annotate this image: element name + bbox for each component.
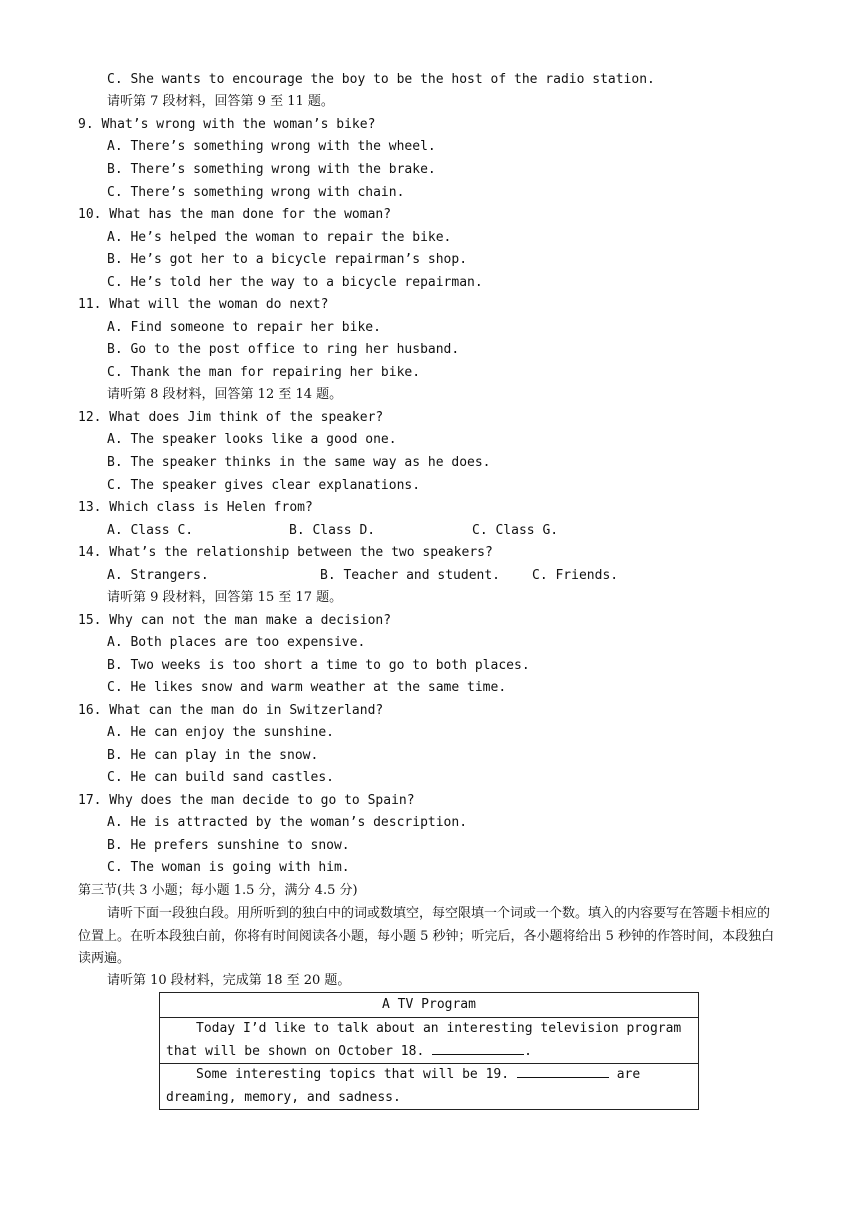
q11-option-a: A. Find someone to repair her bike. xyxy=(107,320,381,335)
passage-8-instruction: 请听第 8 段材料，回答第 12 至 14 题。 xyxy=(107,387,343,402)
section-3-heading: 第三节(共 3 小题；每小题 1.5 分，满分 4.5 分) xyxy=(78,883,358,898)
question-13: 13. Which class is Helen from? xyxy=(78,500,313,515)
q8-option-c: C. She wants to encourage the boy to be the host of the radio station. xyxy=(107,72,655,87)
question-16: 16. What can the man do in Switzerland? xyxy=(78,703,384,718)
q16-option-c: C. He can build sand castles. xyxy=(107,770,334,785)
row-19-end: are dreaming, memory, and sadness. xyxy=(166,1067,641,1105)
q14-option-a: A. Strangers. xyxy=(107,568,209,583)
table-row-19 xyxy=(160,1064,699,1110)
row-18-text: Today I’d like to talk about an interesting television program that will be shown on October 18. xyxy=(166,1021,682,1059)
q11-option-b: B. Go to the post office to ring her husband. xyxy=(107,342,460,357)
answer-blank-18[interactable] xyxy=(432,1042,524,1055)
q17-option-a: A. He is attracted by the woman’s description. xyxy=(107,815,468,830)
question-10: 10. What has the man done for the woman? xyxy=(78,207,392,222)
q14-option-b: B. Teacher and student. xyxy=(320,568,501,583)
q13-option-b: B. Class D. xyxy=(289,523,376,538)
section-3-instructions-text: 请听下面一段独白段。用所听到的独白中的词或数填空，每空限填一个词或一个数。填入的内容要写在答题卡相应的位置上。在听本段独白前，你将有时间阅读各小题，每小题 5 秒钟；听完后，各小题将给出 5 秒钟的作答时间，本段独白读两遍。 xyxy=(78,906,775,966)
q13-option-c: C. Class G. xyxy=(472,523,559,538)
q12-option-c: C. The speaker gives clear explanations. xyxy=(107,478,421,493)
q14-options xyxy=(0,565,860,587)
q9-option-c: C. There’s something wrong with chain. xyxy=(107,185,405,200)
question-17: 17. Why does the man decide to go to Spain? xyxy=(78,793,415,808)
row-18-end: . xyxy=(524,1043,532,1059)
q13-options xyxy=(0,520,860,542)
q9-option-b: B. There’s something wrong with the brake. xyxy=(107,162,436,177)
section-3-instructions xyxy=(78,903,780,971)
q10-option-a: A. He’s helped the woman to repair the bike. xyxy=(107,230,452,245)
q12-option-b: B. The speaker thinks in the same way as he does. xyxy=(107,455,491,470)
q10-option-b: B. He’s got her to a bicycle repairman’s shop. xyxy=(107,252,468,267)
table-title: A TV Program xyxy=(160,993,699,1018)
q15-option-b: B. Two weeks is too short a time to go to both places. xyxy=(107,658,530,673)
q13-option-a: A. Class C. xyxy=(107,523,194,538)
q11-option-c: C. Thank the man for repairing her bike. xyxy=(107,365,421,380)
passage-7-instruction: 请听第 7 段材料，回答第 9 至 11 题。 xyxy=(107,94,334,109)
row-19-text: Some interesting topics that will be 19. xyxy=(196,1067,510,1082)
tv-program-table xyxy=(159,992,699,1110)
passage-10-instruction: 请听第 10 段材料，完成第 18 至 20 题。 xyxy=(107,973,351,988)
q17-option-c: C. The woman is going with him. xyxy=(107,860,350,875)
question-9: 9. What’s wrong with the woman’s bike? xyxy=(78,117,376,132)
question-12: 12. What does Jim think of the speaker? xyxy=(78,410,384,425)
question-14: 14. What’s the relationship between the two speakers? xyxy=(78,545,493,560)
question-15: 15. Why can not the man make a decision? xyxy=(78,613,392,628)
table-row-18 xyxy=(160,1018,699,1064)
q12-option-a: A. The speaker looks like a good one. xyxy=(107,432,397,447)
q17-option-b: B. He prefers sunshine to snow. xyxy=(107,838,350,853)
q15-option-c: C. He likes snow and warm weather at the same time. xyxy=(107,680,507,695)
q10-option-c: C. He’s told her the way to a bicycle repairman. xyxy=(107,275,483,290)
q9-option-a: A. There’s something wrong with the wheel. xyxy=(107,139,436,154)
q14-option-c: C. Friends. xyxy=(532,568,619,583)
passage-9-instruction: 请听第 9 段材料，回答第 15 至 17 题。 xyxy=(107,590,343,605)
q15-option-a: A. Both places are too expensive. xyxy=(107,635,366,650)
q16-option-a: A. He can enjoy the sunshine. xyxy=(107,725,334,740)
question-11: 11. What will the woman do next? xyxy=(78,297,329,312)
q16-option-b: B. He can play in the snow. xyxy=(107,748,319,763)
answer-blank-19[interactable] xyxy=(517,1065,609,1078)
